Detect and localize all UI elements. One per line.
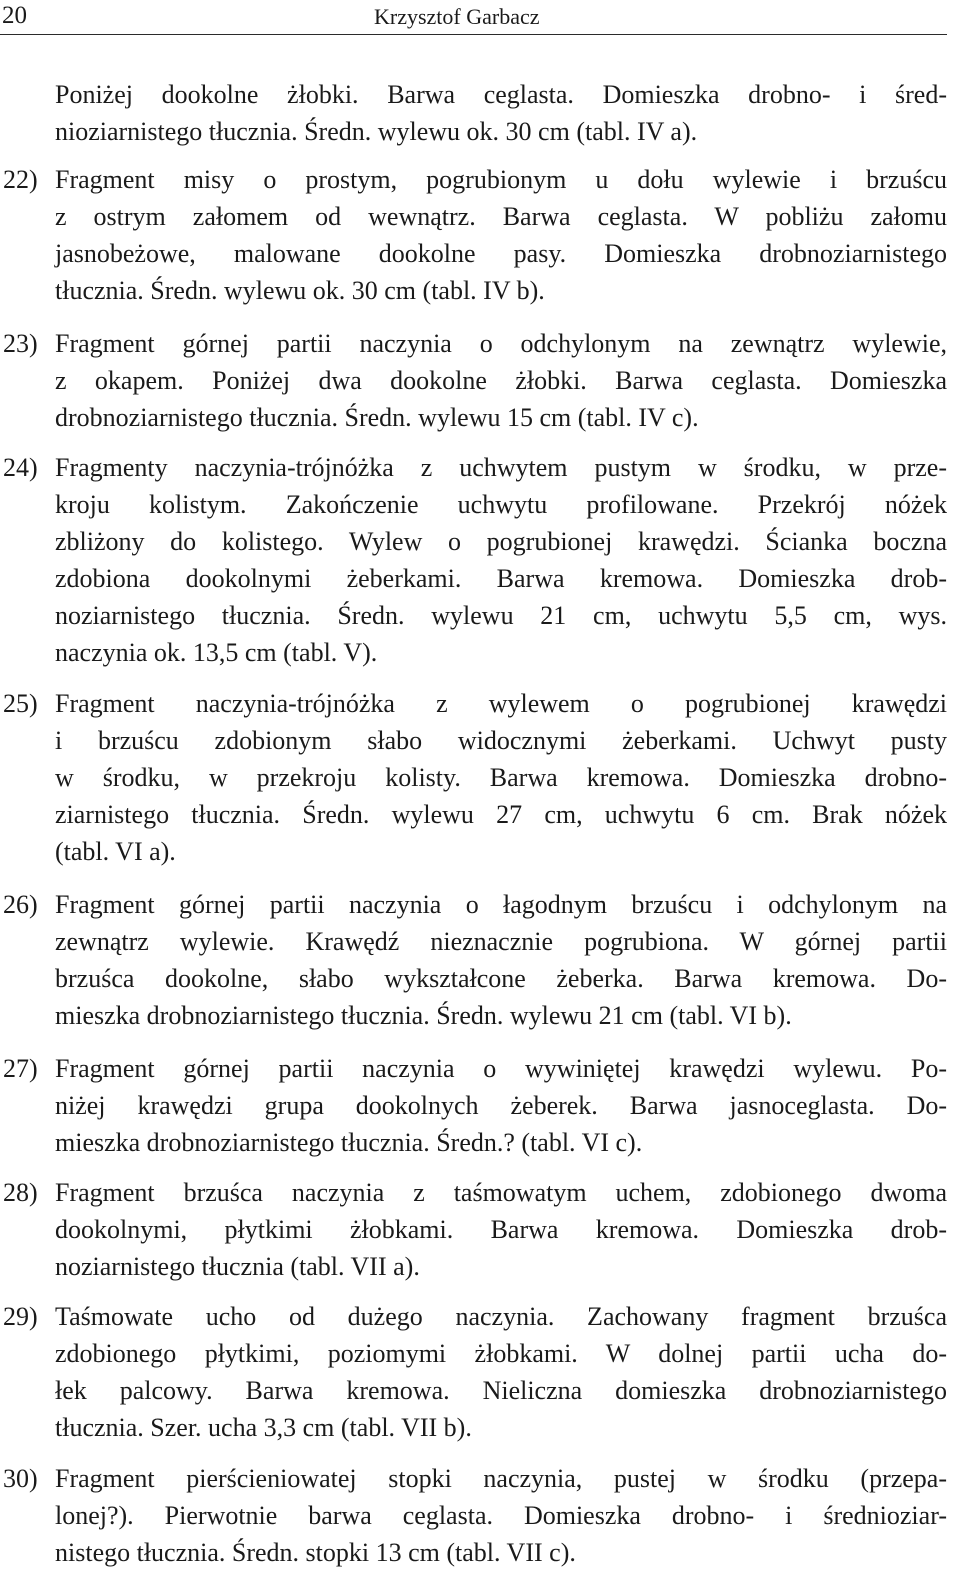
entry-number: 29) <box>3 1302 38 1331</box>
entry-line: 28) Fragment brzuśca naczynia z taśmowatym uchem, zdobionego dwoma <box>0 1174 947 1211</box>
entry-line: 25) Fragment naczynia-trójnóżka z wylewem o pogrubionej krawędzi <box>0 685 947 722</box>
entry-line: mieszka drobnoziarnistego tłucznia. Średn. wylewu 21 cm (tabl. VI b). <box>55 1001 792 1030</box>
entry-line: 30) Fragment pierścieniowatej stopki naczynia, pustej w środku (przepa- <box>0 1460 947 1497</box>
entry-line: zdobiona dookolnymi żeberkami. Barwa kremowa. Domieszka drob- <box>55 564 947 593</box>
entry-line: z okapem. Poniżej dwa dookolne żłobki. Barwa ceglasta. Domieszka <box>55 366 947 395</box>
entry-line: ziarnistego tłucznia. Średn. wylewu 27 cm, uchwytu 6 cm. Brak nóżek <box>55 800 947 829</box>
entry-number: 27) <box>3 1054 38 1083</box>
catalogue-entry-29 <box>0 1298 947 1446</box>
entry-line: Poniżej dookolne żłobki. Barwa ceglasta. Domieszka drobno- i śred- <box>55 80 947 109</box>
entry-line: nioziarnistego tłucznia. Średn. wylewu ok. 30 cm (tabl. IV a). <box>55 117 698 146</box>
catalogue-entry-continued <box>0 76 947 150</box>
entry-line: zewnątrz wylewie. Krawędź nieznacznie pogrubiona. W górnej partii <box>55 927 947 956</box>
entry-line: 24) Fragmenty naczynia-trójnóżka z uchwytem pustym w środku, w prze- <box>0 449 947 486</box>
catalogue-entry-26 <box>0 886 947 1034</box>
entry-line: dookolnymi, płytkimi żłobkami. Barwa kremowa. Domieszka drob- <box>55 1215 947 1244</box>
catalogue-entry-25 <box>0 685 947 870</box>
entry-number: 24) <box>3 453 38 482</box>
entry-line: niżej krawędzi grupa dookolnych żeberek. Barwa jasnoceglasta. Do- <box>55 1091 947 1120</box>
catalogue-entry-27 <box>0 1050 947 1161</box>
entry-line: noziarnistego tłucznia. Średn. wylewu 21 cm, uchwytu 5,5 cm, wys. <box>55 601 947 630</box>
entry-line: brzuśca dookolne, słabo wykształcone żeberka. Barwa kremowa. Do- <box>55 964 947 993</box>
entry-line: tłucznia. Szer. ucha 3,3 cm (tabl. VII b). <box>55 1413 472 1442</box>
entry-line: i brzuścu zdobionym słabo widocznymi żeberkami. Uchwyt pusty <box>55 726 947 755</box>
entry-line: jasnobeżowe, malowane dookolne pasy. Domieszka drobnoziarnistego <box>55 239 947 268</box>
entry-line: naczynia ok. 13,5 cm (tabl. V). <box>55 638 378 667</box>
entry-line: zdobionego płytkimi, poziomymi żłobkami. W dolnej partii ucha do- <box>55 1339 947 1368</box>
running-head-author: Krzysztof Garbacz <box>374 4 540 29</box>
entry-line: lonej?). Pierwotnie barwa ceglasta. Domieszka drobno- i średnioziar- <box>55 1501 947 1530</box>
entry-line: 22) Fragment misy o prostym, pogrubionym u dołu wylewie i brzuścu <box>0 161 947 198</box>
entry-number: 26) <box>3 890 38 919</box>
catalogue-entry-24 <box>0 449 947 671</box>
entry-line: tłucznia. Średn. wylewu ok. 30 cm (tabl. IV b). <box>55 276 545 305</box>
entry-number: 28) <box>3 1178 38 1207</box>
entry-line: łek palcowy. Barwa kremowa. Nieliczna domieszka drobnoziarnistego <box>55 1376 947 1405</box>
entry-line: nistego tłucznia. Średn. stopki 13 cm (tabl. VII c). <box>55 1538 576 1567</box>
entry-number: 25) <box>3 689 38 718</box>
entry-number: 30) <box>3 1464 38 1493</box>
catalogue-entry-23 <box>0 325 947 436</box>
entry-line: 26) Fragment górnej partii naczynia o łagodnym brzuścu i odchylonym na <box>0 886 947 923</box>
catalogue-entry-22 <box>0 161 947 309</box>
entry-line: kroju kolistym. Zakończenie uchwytu profilowane. Przekrój nóżek <box>55 490 947 519</box>
entry-line: 27) Fragment górnej partii naczynia o wywiniętej krawędzi wylewu. Po- <box>0 1050 947 1087</box>
entry-line: drobnoziarnistego tłucznia. Średn. wylewu 15 cm (tabl. IV c). <box>55 403 699 432</box>
entry-line: noziarnistego tłucznia (tabl. VII a). <box>55 1252 420 1281</box>
entry-line: (tabl. VI a). <box>55 837 176 866</box>
entry-line: w środku, w przekroju kolisty. Barwa kremowa. Domieszka drobno- <box>55 763 947 792</box>
entry-line: 23) Fragment górnej partii naczynia o odchylonym na zewnątrz wylewie, <box>0 325 947 362</box>
page-number: 20 <box>2 2 27 29</box>
catalogue-entry-30 <box>0 1460 947 1571</box>
entry-line: mieszka drobnoziarnistego tłucznia. Średn.? (tabl. VI c). <box>55 1128 643 1157</box>
entry-number: 23) <box>3 329 38 358</box>
entry-number: 22) <box>3 165 38 194</box>
catalogue-entry-28 <box>0 1174 947 1285</box>
entry-line: z ostrym załomem od wewnątrz. Barwa ceglasta. W pobliżu załomu <box>55 202 947 231</box>
entry-line: 29) Taśmowate ucho od dużego naczynia. Zachowany fragment brzuśca <box>0 1298 947 1335</box>
entry-line: zbliżony do kolistego. Wylew o pogrubionej krawędzi. Ścianka boczna <box>55 527 947 556</box>
